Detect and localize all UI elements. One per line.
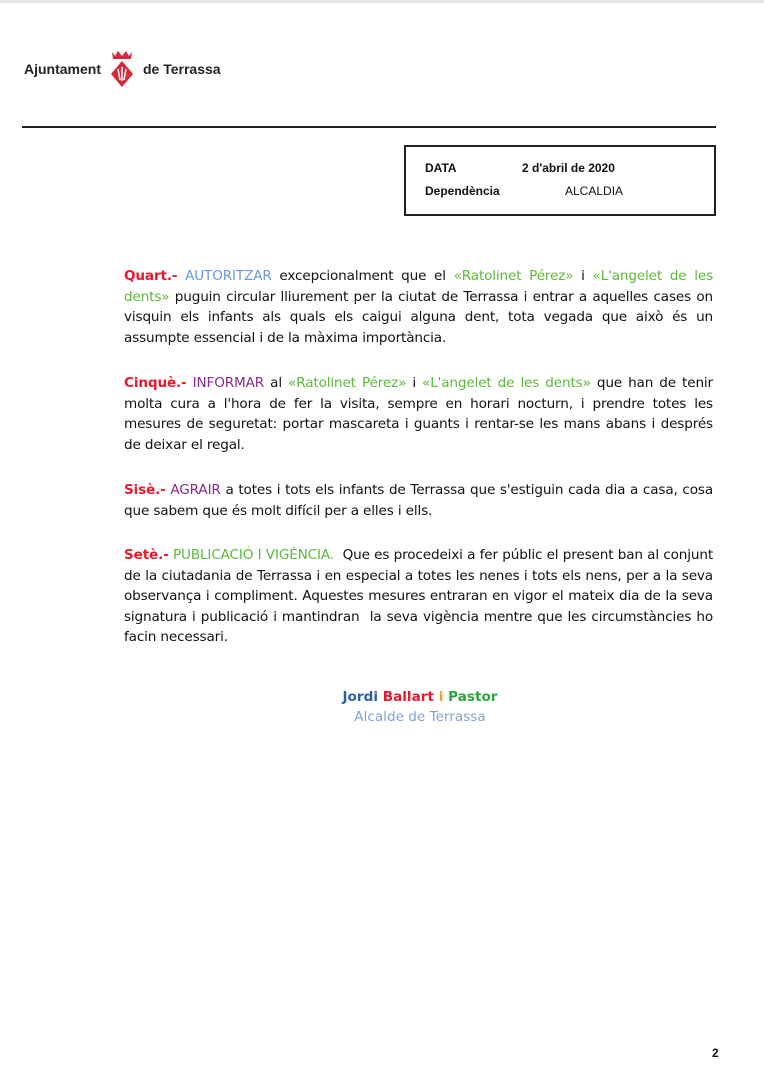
paragraph-text: Que es procedeixi a fer públic el present ban al conjunt de la ciutadania de Terrassa i en especial a totes les nenes i tots els nens, per a la seva observança i compliment. Aquestes mesures entraran en vigor el mateix dia de la seva signatura i publicació i mantindran la seva vigència mentre que les circumstàncies ho facin necessari. — [124, 547, 718, 646]
top-border — [0, 0, 764, 3]
paragraph-action: AUTORITZAR — [185, 268, 272, 284]
dependencia-value: ALCALDIA — [565, 184, 624, 198]
page-number: 2 — [712, 1046, 719, 1060]
info-box — [404, 145, 716, 216]
ajuntament-logo — [24, 50, 221, 88]
paragraph-action: PUBLICACIÓ I VIGÈNCIA. — [172, 547, 334, 563]
signature-conj: i — [438, 689, 444, 705]
paragraph-sete — [124, 545, 718, 648]
quote-angelet: «L'angelet de les dents» — [124, 268, 713, 305]
paragraph-label: Setè.- — [124, 547, 169, 563]
paragraph-label: Cinquè.- — [124, 375, 187, 391]
paragraph-text: excepcionalment que el — [271, 268, 454, 284]
signature-title: Alcalde de Terrassa — [354, 709, 486, 725]
paragraph-text: puguin circular lliurement per la ciutat de Terrassa i entrar a aquelles cases on visquin els infants als quals els caigui alguna dent, tota vegada que això és un assumpte essencial i de la màxima importància. — [124, 288, 713, 346]
logo-text-right: de Terrassa — [143, 61, 221, 77]
paragraph-action: INFORMAR — [192, 375, 265, 391]
quote-angelet: «L'angelet de les dents» — [422, 375, 591, 391]
paragraph-text: que han de tenir molta cura a l'hora de fer la visita, sempre en horari nocturn, i prendre totes les mesures de seguretat: portar mascareta i guants i rentar-se les mans abans i després de deixar el regal. — [124, 375, 713, 453]
signature-third: Pastor — [448, 689, 498, 705]
paragraph-text: al — [264, 375, 289, 391]
coat-of-arms-icon — [109, 50, 135, 88]
paragraph-label: Sisè.- — [124, 482, 166, 498]
signature-second: Ballart — [382, 689, 434, 705]
header-divider — [22, 126, 716, 128]
quote-ratolinet: «Ratolinet Pérez» — [288, 375, 407, 391]
paragraph-cinque — [124, 373, 713, 455]
paragraph-action: AGRAIR — [170, 482, 221, 498]
paragraph-text: i — [573, 268, 593, 284]
quote-ratolinet: «Ratolinet Pérez» — [453, 268, 574, 284]
data-label: DATA — [425, 161, 457, 175]
paragraph-label: Quart.- — [124, 268, 178, 284]
logo-text-left: Ajuntament — [24, 61, 101, 77]
paragraph-text: a totes i tots els infants de Terrassa que s'estiguin cada dia a casa, cosa que sabem que és molt difícil per a elles i ells. — [124, 482, 713, 519]
data-value: 2 d'abril de 2020 — [522, 161, 615, 175]
paragraph-text: i — [406, 375, 423, 391]
paragraph-sise — [124, 480, 713, 521]
signature-name — [0, 689, 764, 705]
signature-first: Jordi — [342, 689, 378, 705]
paragraph-quart — [124, 266, 713, 348]
dependencia-label: Dependència — [425, 184, 500, 198]
